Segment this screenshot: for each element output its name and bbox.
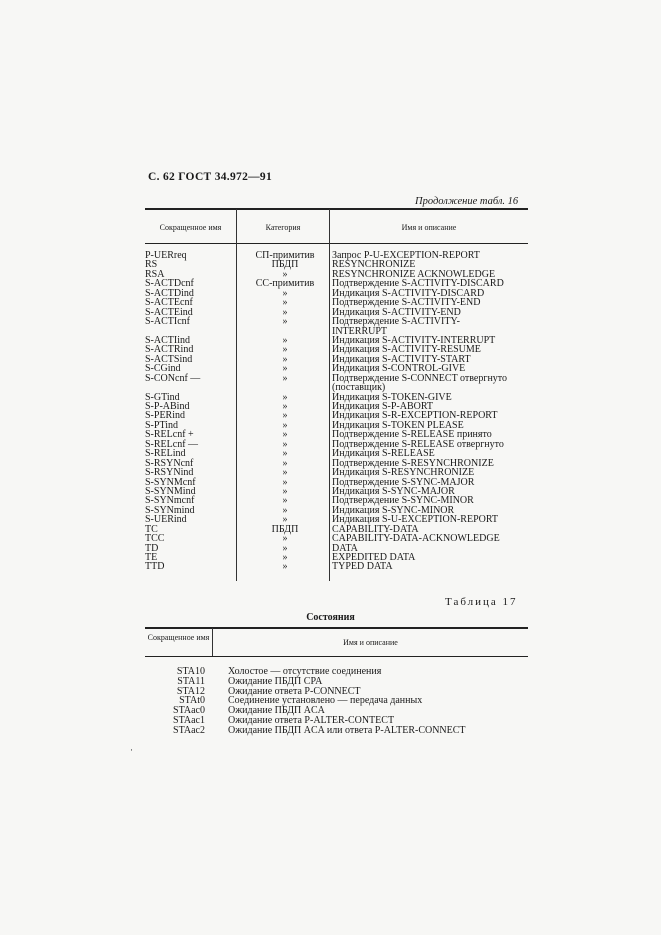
table16-category-cell: » (282, 372, 288, 384)
table16-abbr-cell: S-PTind (145, 419, 178, 431)
table17-col-header-desc: Имя и описание (343, 638, 398, 647)
table16-desc-cell: Индикация S-TOKEN-GIVE (332, 391, 452, 403)
table17-abbr-cell: STA11 (177, 675, 205, 687)
table16-abbr-cell: S-SYNmcnf (145, 495, 195, 507)
table16-category-cell: » (282, 268, 288, 280)
table16-desc-cell: Подтверждение S-RELEASE отвергнуто (332, 438, 504, 450)
table16-category-cell: » (282, 344, 288, 356)
table16-category-cell: » (282, 410, 288, 422)
table16-desc-cell: Индикация S-ACTIVITY-RESUME (332, 344, 481, 356)
table16-desc-cell: Индикация S-R-EXCEPTION-REPORT (332, 410, 498, 422)
table16-desc-cell: (поставщик) (332, 382, 386, 394)
table16-desc-cell: Индикация S-TOKEN PLEASE (332, 419, 464, 431)
table16-category-cell: CП-примитив (255, 250, 315, 261)
table16-header-rule (145, 243, 528, 244)
table17-top-rule (145, 627, 528, 629)
table16-category-cell: ПБДП (271, 259, 299, 271)
table16-desc-cell: Индикация S-ACTIVITY-END (332, 306, 461, 318)
table16-abbr-cell: S-ACTEind (145, 306, 193, 318)
table17-header-rule (145, 656, 528, 657)
table16-col-header-category: Категория (265, 223, 301, 232)
table16-abbr-cell: S-RELcnf + (145, 429, 194, 441)
table16-col-header-abbr: Сокращенное имя (159, 223, 222, 232)
table16-category-column (240, 251, 330, 572)
table16-desc-cell: Индикация S-CONTROL-GIVE (332, 363, 466, 375)
table16-abbr-cell: S-RSYNcnf (145, 457, 194, 469)
table16-desc-cell: Индикация S-P-ABORT (332, 401, 434, 412)
table16-abbr-cell: TE (145, 552, 158, 563)
table16-abbr-cell: S-PERind (145, 410, 186, 422)
table16-category-cell: » (282, 316, 288, 328)
table16-desc-column (332, 251, 507, 572)
table16-desc-cell: DATA (332, 542, 358, 554)
table16-abbr-cell: S-ACTIind (145, 334, 190, 346)
table16-desc-cell: Индикация S-ACTIVITY-DISCARD (332, 287, 485, 299)
table17-abbr-cell: STAt0 (179, 695, 205, 707)
table16-abbr-cell: S-ACTSind (145, 353, 193, 365)
table17-desc-cell: Ожидание ответа P-ALTER-CONTECT (228, 714, 395, 726)
table17-desc-column (228, 667, 466, 736)
table16-col-divider-1 (236, 209, 237, 581)
table16-desc-cell: TYPED DATA (332, 561, 393, 573)
table16-abbr-cell: S-SYNMcnf (145, 476, 196, 488)
table16-category-cell: » (282, 533, 288, 545)
table16-abbr-cell: TC (145, 523, 158, 535)
table16-desc-cell: Индикация S-U-EXCEPTION-REPORT (332, 514, 499, 526)
table16-abbr-column (145, 251, 200, 572)
table17-title: Состояния (306, 612, 355, 623)
table16-category-cell: » (282, 306, 288, 318)
table17-desc-cell: Соединение установлено — передача данных (228, 695, 423, 707)
table16-desc-cell: Индикация S-RELEASE (332, 448, 435, 460)
table16-desc-cell: RESYNCHRONIZE (332, 259, 416, 271)
table16-abbr-cell: S-GTind (145, 391, 180, 403)
table16-desc-cell: RESYNCHRONIZE ACKNOWLEDGE (332, 268, 496, 280)
table16-category-cell: » (282, 504, 288, 516)
table16-abbr-cell: S-RELcnf — (145, 438, 199, 450)
table16-desc-cell: Подтверждение S-ACTIVITY-DISCARD (332, 278, 504, 290)
table16-abbr-cell: S-UERind (145, 514, 187, 526)
table16-abbr-cell: S-ACTRind (145, 344, 194, 356)
table16-category-cell: » (282, 401, 288, 412)
table16-abbr-cell: S-ACTDind (145, 287, 194, 299)
table16-desc-cell: INTERRUPT (332, 325, 387, 337)
table17-desc-cell: Ожидание ПБДП ACA (228, 705, 325, 717)
table16-abbr-cell: S-CGind (145, 363, 181, 375)
table16-desc-cell: Подтверждение S-SYNC-MAJOR (332, 476, 475, 488)
table16-category-cell: » (282, 542, 288, 554)
table16-abbr-cell: S-P-ABind (145, 401, 190, 412)
table17-abbr-cell: STA10 (176, 666, 205, 677)
table16-abbr-cell: S-CONcnf — (145, 372, 201, 384)
table16-category-cell: » (282, 495, 288, 507)
table16-category-cell: » (282, 438, 288, 450)
table16-category-cell: » (282, 419, 288, 431)
table16-desc-cell: EXPEDITED DATA (332, 552, 416, 563)
table16-abbr-cell: S-SYNMind (145, 485, 196, 497)
table16-category-cell: » (282, 457, 288, 469)
table16-category-cell: CC-примитив (255, 278, 315, 290)
table17-col-header-abbr: Сокращенное имя (147, 633, 210, 642)
page-header: С. 62 ГОСТ 34.972—91 (148, 171, 273, 183)
table16-abbr-cell: S-RSYNind (145, 467, 194, 479)
table16-desc-cell: Подтверждение S-SYNC-MINOR (332, 495, 474, 507)
table16-col-header-desc: Имя и описание (401, 223, 457, 232)
table16-category-cell: » (282, 448, 288, 460)
table16-abbr-cell: S-RELind (145, 448, 186, 460)
table17-abbr-cell: STAac1 (173, 714, 205, 726)
table16-abbr-cell: S-ACTEcnf (145, 297, 193, 309)
table16-abbr-cell: RSA (145, 268, 165, 280)
table16-desc-cell: Индикация S-ACTIVITY-INTERRUPT (332, 334, 496, 346)
table-continuation-label: Продолжение табл. 16 (415, 196, 519, 207)
table16-category-cell: » (282, 514, 288, 526)
table16-top-rule (145, 208, 528, 210)
table17-desc-cell: Ожидание ПБДП CPA (228, 675, 323, 687)
table16-category-cell: » (282, 353, 288, 365)
table16-abbr-cell: TD (145, 542, 159, 554)
table17-desc-cell: Ожидание ответа P-CONNECT (228, 685, 361, 697)
table16-abbr-cell: S-SYNmind (145, 504, 195, 516)
table17-abbr-cell: STAac0 (173, 705, 205, 717)
table16-category-cell: » (282, 363, 288, 375)
table16-category-cell: » (282, 429, 288, 441)
table16-desc-cell: Подтверждение S-CONNECT отвергнуто (332, 372, 508, 384)
table16-category-cell: » (282, 485, 288, 497)
table16-desc-cell: Запрос P-U-EXCEPTION-REPORT (332, 250, 480, 261)
table16-category-cell: » (282, 561, 288, 573)
table16-desc-cell: Подтверждение S-ACTIVITY-END (332, 297, 481, 309)
table16-category-cell: » (282, 391, 288, 403)
table16-category-cell: » (282, 476, 288, 488)
table16-category-cell: » (282, 287, 288, 299)
table16-desc-cell: Индикация S-SYNC-MINOR (332, 504, 455, 516)
table16-desc-cell: Индикация S-ACTIVITY-START (332, 353, 471, 365)
table16-desc-cell: Подтверждение S-ACTIVITY- (332, 316, 460, 328)
table16-abbr-cell: S-ACTDcnf (145, 278, 194, 290)
stray-mark: · (130, 745, 133, 755)
table17-desc-cell: Ожидание ПБДП ACA или ответа P-ALTER-CONNECT (228, 724, 466, 736)
table17-label: Таблица 17 (445, 596, 518, 608)
table16-desc-cell: Подтверждение S-RELEASE принято (332, 429, 492, 441)
table16-desc-cell: Индикация S-RESYNCHRONIZE (332, 467, 475, 479)
table17-abbr-cell: STA12 (176, 685, 205, 697)
table16-category-cell: » (282, 467, 288, 479)
table16-desc-cell: Индикация S-SYNC-MAJOR (332, 485, 455, 497)
table16-abbr-cell: TCC (145, 533, 165, 545)
table17-abbr-cell: STAac2 (173, 724, 205, 736)
table16-category-cell: » (282, 552, 288, 563)
table17-desc-cell: Холостое — отсутствие соединения (228, 666, 382, 677)
table16-desc-cell: CAPABILITY-DATA (332, 523, 419, 535)
table16-category-cell: » (282, 297, 288, 309)
table16-category-cell: » (282, 334, 288, 346)
table16-abbr-cell: P-UERreq (145, 250, 187, 261)
table17-abbr-column (145, 667, 205, 736)
table16-desc-cell: CAPABILITY-DATA-ACKNOWLEDGE (332, 533, 500, 545)
table16-desc-cell: Подтверждение S-RESYNCHRONIZE (332, 457, 494, 469)
table16-abbr-cell: RS (145, 259, 158, 271)
table16-category-cell: ПБДП (271, 523, 299, 535)
table16-abbr-cell: TTD (145, 561, 165, 573)
table16-abbr-cell: S-ACTIcnf (145, 316, 190, 328)
